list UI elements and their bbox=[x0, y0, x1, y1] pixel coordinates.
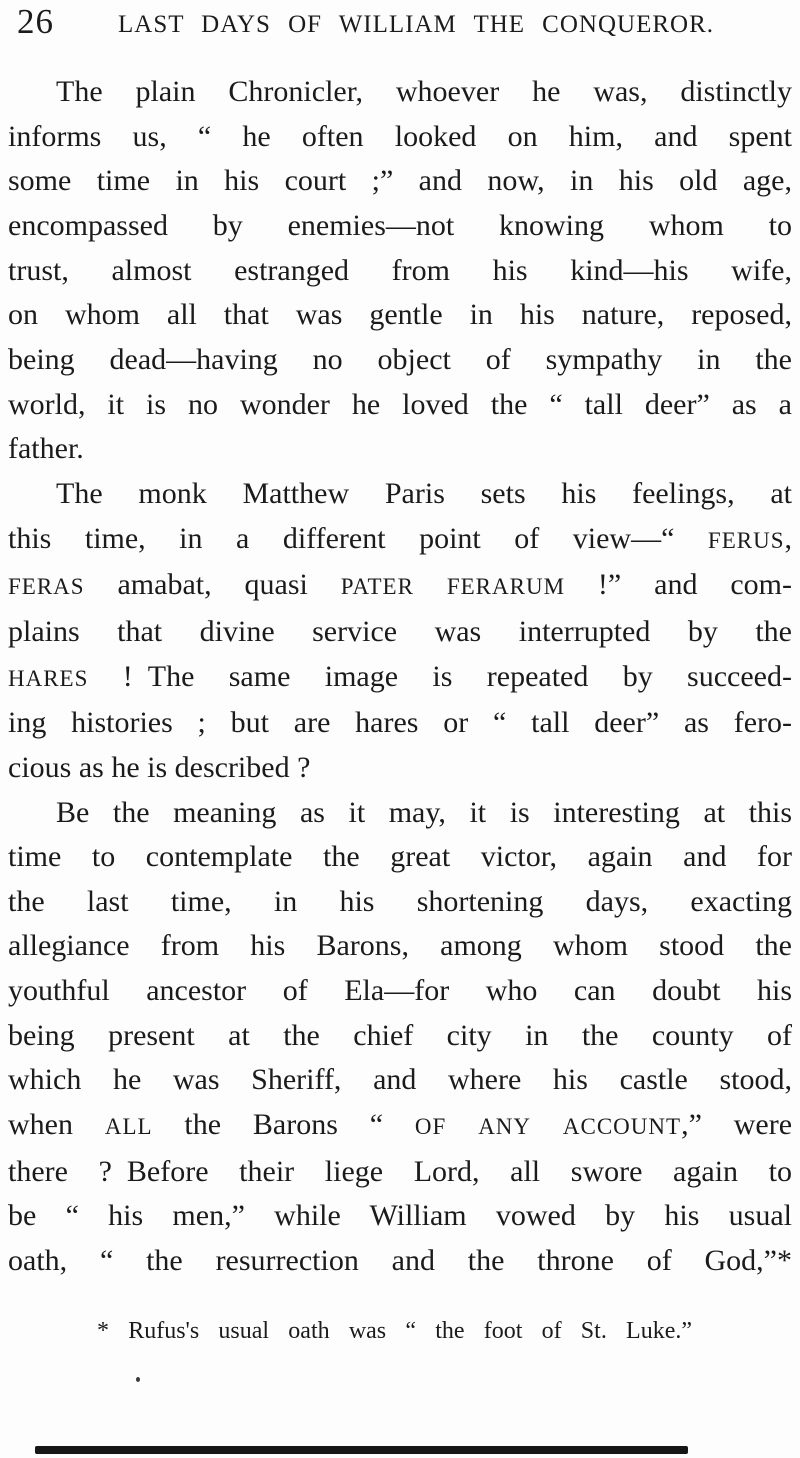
footnote: * Rufus's usual oath was “ the foot of St. Luke.” bbox=[97, 1318, 692, 1344]
body-line: FERAS amabat, quasi PATER FERARUM !” and com- bbox=[8, 568, 792, 602]
body-line: HARES ! The same image is repeated by succeed- bbox=[8, 659, 792, 693]
scan-artifact-bar bbox=[35, 1446, 688, 1454]
body-line: being present at the chief city in the county of bbox=[8, 1018, 792, 1052]
body-line: this time, in a different point of view—“ FERUS, bbox=[8, 521, 792, 555]
body-line: when ALL the Barons “ OF ANY ACCOUNT,” were bbox=[8, 1108, 793, 1142]
body-line: ing histories ; but are hares or “ tall deer” as fero- bbox=[8, 706, 792, 740]
body-line: plains that divine service was interrupted by the bbox=[8, 614, 792, 648]
body-line: allegiance from his Barons, among whom stood the bbox=[8, 929, 792, 963]
body-line: there ? Before their liege Lord, all swore again to bbox=[8, 1154, 792, 1188]
body-line: be “ his men,” while William vowed by his usual bbox=[8, 1199, 792, 1233]
page-number: 26 bbox=[17, 2, 54, 41]
body-line: father. bbox=[8, 432, 84, 466]
body-line: trust, almost estranged from his kind—his wife, bbox=[8, 253, 792, 287]
body-line: The plain Chronicler, whoever he was, distinctly bbox=[56, 75, 792, 108]
body-line: the last time, in his shortening days, exacting bbox=[8, 884, 792, 918]
body-line: some time in his court ;” and now, in his old age, bbox=[8, 164, 792, 198]
body-line: Be the meaning as it may, it is interesting at this bbox=[56, 795, 792, 829]
ink-speck bbox=[136, 1377, 140, 1382]
body-line: cious as he is described ? bbox=[8, 750, 311, 784]
body-line: world, it is no wonder he loved the “ tall deer” as a bbox=[8, 387, 792, 421]
body-text bbox=[8, 70, 792, 1284]
body-line: which he was Sheriff, and where his castle stood, bbox=[8, 1063, 792, 1097]
body-line: being dead—having no object of sympathy in the bbox=[8, 342, 792, 376]
body-line: encompassed by enemies—not knowing whom to bbox=[8, 208, 792, 242]
running-title: LAST DAYS OF WILLIAM THE CONQUEROR. bbox=[118, 11, 714, 38]
body-line: oath, “ the resurrection and the throne of God,”* bbox=[8, 1244, 792, 1278]
body-line: The monk Matthew Paris sets his feelings, at bbox=[56, 476, 792, 510]
body-line: youthful ancestor of Ela—for who can doubt his bbox=[8, 974, 792, 1008]
body-line: on whom all that was gentle in his nature, reposed, bbox=[8, 298, 792, 332]
body-line: informs us, “ he often looked on him, and spent bbox=[8, 119, 792, 153]
body-line: time to contemplate the great victor, again and for bbox=[8, 840, 792, 874]
